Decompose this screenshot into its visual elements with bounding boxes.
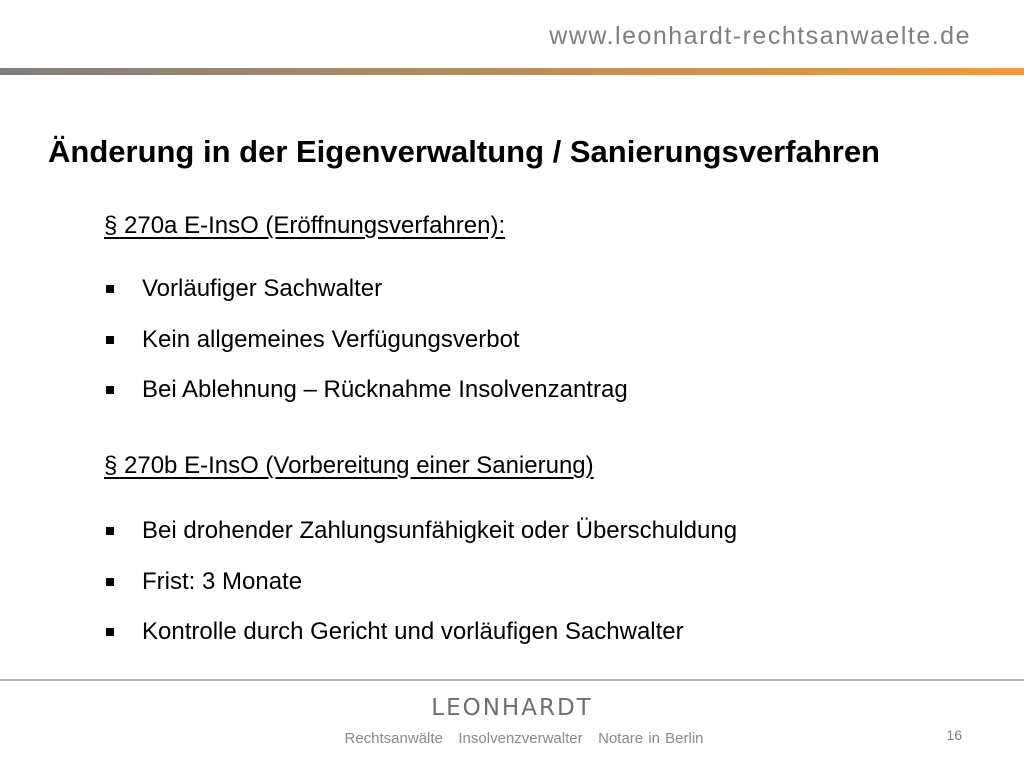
list-item	[104, 275, 628, 326]
section-heading-270a: § 270a E-InsO (Eröffnungsverfahren):	[104, 212, 506, 239]
list-item-text: Bei drohender Zahlungsunfähigkeit oder Überschuldung	[142, 517, 738, 544]
square-bullet-icon	[106, 578, 114, 586]
slide-title: Änderung in der Eigenverwaltung / Sanierungsverfahren	[48, 134, 880, 169]
header-gradient-bar	[0, 68, 1024, 75]
list-item	[104, 618, 737, 669]
square-bullet-icon	[106, 285, 114, 293]
list-item	[104, 517, 737, 568]
footer-tagline: Rechtsanwälte Insolvenzverwalter Notare in Berlin	[344, 730, 704, 747]
footer-divider	[0, 679, 1024, 681]
footer-logo: LEONHARDT	[431, 695, 593, 721]
list-item-text: Bei Ablehnung – Rücknahme Insolvenzantrag	[142, 376, 628, 403]
website-url: www.leonhardt-rechtsanwaelte.de	[549, 22, 971, 50]
list-item-text: Frist: 3 Monate	[142, 567, 303, 595]
list-item-text: Kontrolle durch Gericht und vorläufigen Sachwalter	[142, 618, 684, 645]
list-item-text: Vorläufiger Sachwalter	[142, 275, 383, 302]
page-number: 16	[946, 727, 962, 743]
list-item	[104, 326, 628, 377]
square-bullet-icon	[106, 628, 114, 636]
list-item	[104, 568, 737, 619]
list-item	[104, 376, 628, 427]
square-bullet-icon	[106, 527, 114, 535]
square-bullet-icon	[106, 336, 114, 344]
square-bullet-icon	[106, 386, 114, 394]
section-heading-270b: § 270b E-InsO (Vorbereitung einer Sanierung)	[104, 452, 594, 479]
bullet-list-270a	[104, 275, 628, 427]
bullet-list-270b	[104, 517, 737, 669]
list-item-text: Kein allgemeines Verfügungsverbot	[142, 325, 520, 353]
